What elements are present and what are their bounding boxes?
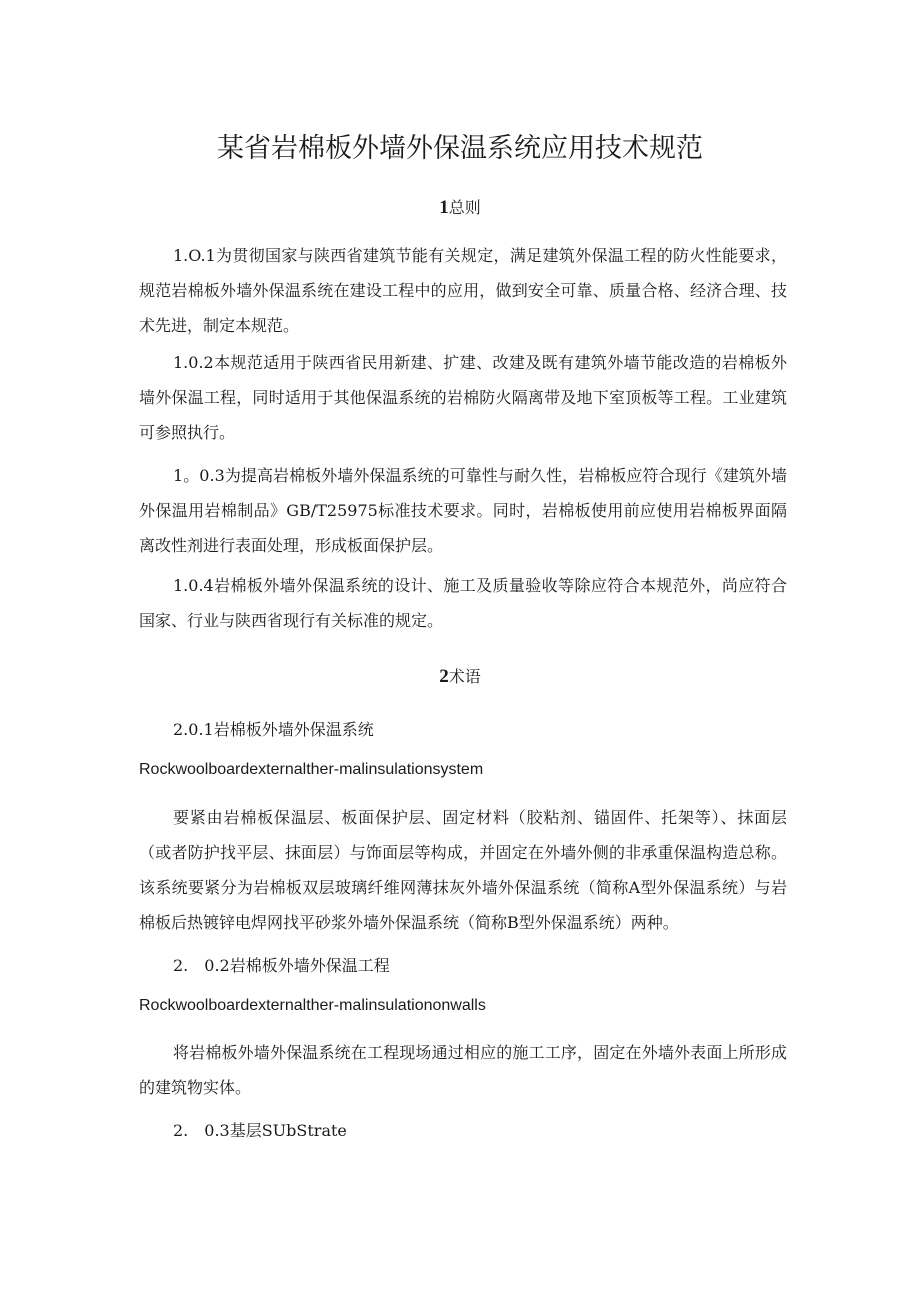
clause-1-0-4: 1.0.4岩棉板外墙外保温系统的设计、施工及质量验收等除应符合本规范外，尚应符合国家、行业与陕西省现行有关标准的规定。 [139,576,787,630]
term-2-0-3-title: 2. 0.3基层SUbStrate [173,1121,347,1140]
document-title: 某省岩棉板外墙外保温系统应用技术规范 [217,133,703,164]
section-number: 1 [439,197,449,218]
section-title: 总则 [448,198,481,217]
section-title: 术语 [448,667,481,686]
term-2-0-1-definition: 要紧由岩棉板保温层、板面保护层、固定材料（胶粘剂、锚固件、托架等）、抹面层（或者防护找平层、抹面层）与饰面层等构成，并固定在外墙外侧的非承重保温构造总称。该系统要紧分为岩棉板双层玻璃纤维网薄抹灰外墙外保温系统（简称A型外保温系统）与岩棉板后热镀锌电焊网找平砂浆外墙外保温系统（简称B型外保温系统）两种。 [139,808,787,932]
term-2-0-1-english: Rockwoolboardexternalther-malinsulationsystem [139,761,484,778]
term-2-0-1-title: 2.0.1岩棉板外墙外保温系统 [173,720,374,739]
term-2-0-2-definition: 将岩棉板外墙外保温系统在工程现场通过相应的施工工序，固定在外墙外表面上所形成的建筑物实体。 [139,1043,787,1097]
clause-1-0-2: 1.0.2本规范适用于陕西省民用新建、扩建、改建及既有建筑外墙节能改造的岩棉板外墙外保温工程，同时适用于其他保温系统的岩棉防火隔离带及地下室顶板等工程。工业建筑可参照执行。 [139,353,787,442]
term-2-0-2-english: Rockwoolboardexternalther-malinsulationonwalls [139,997,486,1014]
section-heading-general [0,195,920,219]
clause-1-0-3: 1。0.3为提高岩棉板外墙外保温系统的可靠性与耐久性，岩棉板应符合现行《建筑外墙外保温用岩棉制品》GB/T25975标准技术要求。同时，岩棉板使用前应使用岩棉板界面隔离改性剂进行表面处理，形成板面保护层。 [139,466,787,555]
section-heading-terms [0,664,920,688]
clause-1-0-1: 1.O.1为贯彻国家与陕西省建筑节能有关规定，满足建筑外保温工程的防火性能要求，规范岩棉板外墙外保温系统在建设工程中的应用，做到安全可靠、质量合格、经济合理、技术先进，制定本规范。 [139,246,787,335]
term-2-0-2-title: 2. 0.2岩棉板外墙外保温工程 [173,956,390,975]
section-number: 2 [439,666,449,687]
